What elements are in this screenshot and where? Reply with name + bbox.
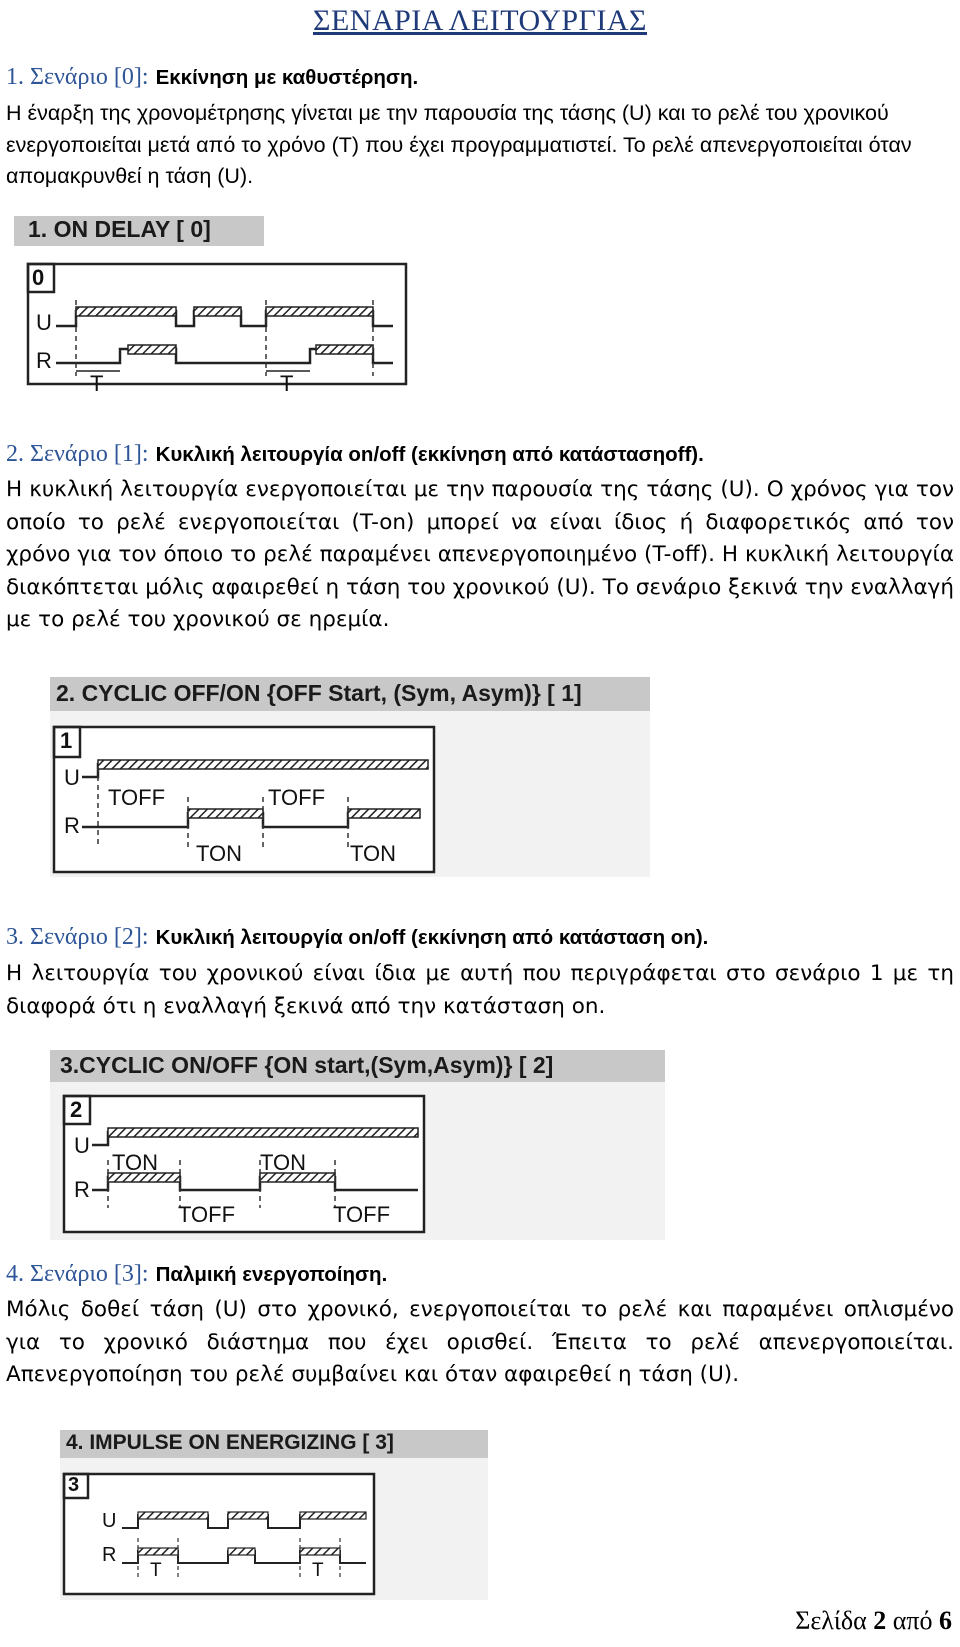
footer-prefix: Σελίδα [795, 1606, 867, 1635]
diagram-timer-label: TOFF [268, 785, 326, 810]
diagram-row-r: R [74, 1177, 90, 1202]
page-footer [795, 1606, 952, 1636]
section-2-heading [6, 441, 704, 468]
diagram-mode-number: 1 [60, 728, 73, 753]
diagram-row-r: R [64, 813, 80, 838]
section-3-title: Κυκλική λειτουργία on/off (εκκίνηση από κατάσταση on). [155, 926, 709, 949]
diagram-timer-label: TON [112, 1150, 159, 1175]
diagram-on-delay-code: [ 0] [176, 216, 211, 242]
section-1-text: Η έναρξη της χρονομέτρησης γίνεται με την παρουσία της τάσης (U) και το ρελέ του χρονικού ενεργοποιείται μετά από το χρόνο (T) που έχει προγραμματιστεί. Το ρελέ απενεργοποιείται όταν απομακρυνθεί η τάση (U). [6, 101, 912, 188]
section-2-title: Κυκλική λειτουργία on/off (εκκίνηση από κατάστασηoff). [155, 443, 704, 466]
diagram-timer-label: T [312, 1560, 324, 1581]
diagram-mode-number: 2 [70, 1097, 83, 1122]
diagram-row-u: U [36, 310, 52, 335]
diagram-row-u: U [64, 765, 80, 790]
diagram-cyclic-on-off-code: [ 2] [518, 1052, 554, 1078]
diagram-row-r: R [102, 1544, 117, 1566]
section-1-number: 1. Σενάριο [0]: [6, 64, 149, 90]
diagram-mode-number: 0 [32, 265, 45, 290]
diagram-timer-label: TON [260, 1150, 307, 1175]
footer-page-number: 2 [873, 1606, 887, 1635]
diagram-mode-number: 3 [68, 1474, 80, 1496]
diagram-timer-label: T [90, 371, 104, 396]
diagram-on-delay-label: 1. ON DELAY [28, 216, 170, 242]
footer-middle: από [892, 1606, 933, 1635]
diagram-row-u: U [102, 1510, 117, 1532]
section-2-number: 2. Σενάριο [1]: [6, 441, 149, 467]
diagram-timer-label: T [150, 1560, 162, 1581]
diagram-row-u: U [74, 1133, 90, 1158]
section-3-number: 3. Σενάριο [2]: [6, 924, 149, 950]
section-1-title: Εκκίνηση με καθυστέρηση. [155, 66, 419, 89]
diagram-cyclic-on-off-label: 3.CYCLIC ON/OFF {ON start,(Sym,Asym)} [60, 1052, 513, 1078]
diagram-timer-label: TOFF [108, 785, 166, 810]
diagram-on-delay [8, 216, 408, 401]
diagram-timer-label: TOFF [333, 1202, 391, 1227]
diagram-timer-label: T [280, 371, 294, 396]
section-1-heading [6, 64, 418, 91]
diagram-timer-label: TON [350, 841, 397, 866]
footer-total-pages: 6 [939, 1606, 952, 1635]
section-4-number: 4. Σενάριο [3]: [6, 1261, 149, 1287]
diagram-impulse-label: 4. IMPULSE ON ENERGIZING [66, 1431, 357, 1454]
section-4-title: Παλμική ενεργοποίηση. [155, 1263, 388, 1286]
section-4-text: Μόλις δοθεί τάση (U) στο χρονικό, ενεργοποιείται το ρελέ και παραμένει οπλισμένο για το χρονικό διάστημα που έχει ορισθεί. Έπειτα το ρελέ απενεργοποιείται. Απενεργοποίηση του ρελέ συμβαίνει και όταν αφαιρεθεί η τάση (U). [6, 1297, 954, 1387]
section-4-heading [6, 1261, 387, 1288]
diagram-impulse-on-energizing [50, 1428, 490, 1600]
section-2-text: Η κυκλική λειτουργία ενεργοποιείται με την παρουσία της τάσης (U). Ο χρόνος για τον οποίο το ρελέ ενεργοποιείται (T-on) μπορεί να είναι ίδιος ή διαφορετικός από τον χρόνο για τον όποιο το ρελέ παραμένει απενεργοποιημένο (T-off). Η κυκλική λειτουργία διακόπτεται μόλις αφαιρεθεί η τάση του χρονικού (U). Το σενάριο ξεκινά την εναλλαγή με το ρελέ του χρονικού σε ηρεμία. [6, 477, 954, 632]
diagram-cyclic-on-off [50, 1050, 665, 1240]
page-title: ΣΕΝΑΡΙΑ ΛΕΙΤΟΥΡΓΙΑΣ [313, 4, 647, 37]
diagram-timer-label: TON [196, 841, 243, 866]
diagram-impulse-code: [ 3] [362, 1431, 394, 1454]
section-3-text: Η λειτουργία του χρονικού είναι ίδια με αυτή που περιγράφεται στο σενάριο 1 με τη διαφορά ότι η εναλλαγή ξεκινά από την κατάσταση on. [6, 961, 954, 1019]
diagram-timer-label: TOFF [178, 1202, 236, 1227]
diagram-on-delay-graphic [8, 216, 408, 401]
diagram-row-r: R [36, 348, 52, 373]
diagram-cyclic-off-on-label: 2. CYCLIC OFF/ON {OFF Start, (Sym, Asym)} [56, 680, 541, 706]
diagram-cyclic-off-on-code: [ 1] [547, 680, 582, 706]
section-3-heading [6, 924, 708, 951]
diagram-cyclic-off-on [50, 677, 650, 877]
